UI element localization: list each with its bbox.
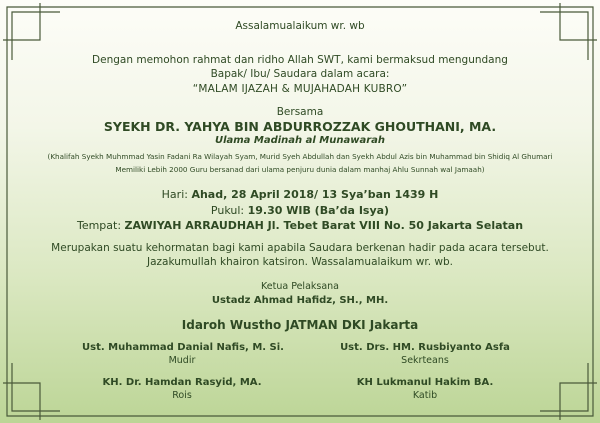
guest-title: Ulama Madinah al Munawarah [214,135,386,146]
time-value: 19.30 WIB (Ba’da Isya) [247,204,390,217]
committee-role: Ketua Pelaksana [261,281,339,292]
guest-description-2: Memiliki Lebih 2000 Guru bersanad dari ulama penjuru dunia dalam manhaj Ahlu Sunnah wal Jamaah) [115,165,485,174]
signatory-name: Ust. Drs. HM. Rusbiyanto Asfa [340,342,510,353]
signatory-name: KH Lukmanul Hakim BA. [356,377,494,388]
intro-line-1: Dengan memohon rahmat dan ridho Allah SWT, kami bermaksud mengundang [92,54,508,66]
closing-line-1: Merupakan suatu kehormatan bagi kami apabila Saudara berkenan hadir pada acara tersebut. [51,242,549,254]
intro-line-2: Bapak/ Ibu/ Saudara dalam acara: [210,68,390,80]
signatory-role: Katib [412,390,438,401]
signatory-rois [82,377,282,401]
signatory-name: Ust. Muhammad Danial Nafis, M. Si. [82,342,284,353]
signatory-katib [325,377,525,401]
signatory-name: KH. Dr. Hamdan Rasyid, MA. [102,377,262,388]
signatory-role: Rois [172,390,192,401]
schedule-day [0,188,600,201]
closing-line-2: Jazakumullah khairon katsiron. Wassalamualaikum wr. wb. [147,256,453,268]
guest-description-1: (Khalifah Syekh Muhmmad Yasin Fadani Ra Wilayah Syam, Murid Syeh Abdullah dan Syekh Abdul Azis bin Muhammad bin Shidiq Al Ghumari [47,152,553,161]
time-label: Pukul: [210,204,245,217]
signatory-role: Sekrteans [401,355,449,366]
signatory-role: Mudir [168,355,196,366]
place-value: ZAWIYAH ARRAUDHAH Jl. Tebet Barat VIII No. 50 Jakarta Selatan [124,219,524,232]
schedule-place [0,219,600,232]
organization-name: Idaroh Wustho JATMAN DKI Jakarta [181,318,419,332]
signatory-mudir [82,342,282,366]
committee-name: Ustadz Ahmad Hafidz, SH., MH. [211,295,389,306]
event-name: “MALAM IJAZAH & MUJAHADAH KUBRO” [192,83,408,95]
schedule-time [0,204,600,217]
place-label: Tempat: [76,219,122,232]
signatory-sekretaris [325,342,525,366]
with-label: Bersama [276,106,324,118]
greeting: Assalamualaikum wr. wb [235,20,365,32]
guest-name: SYEKH DR. YAHYA BIN ABDURROZZAK GHOUTHANI, MA. [103,119,497,134]
day-value: Ahad, 28 April 2018/ 13 Sya’ban 1439 H [191,188,439,201]
day-label: Hari: [161,188,188,201]
